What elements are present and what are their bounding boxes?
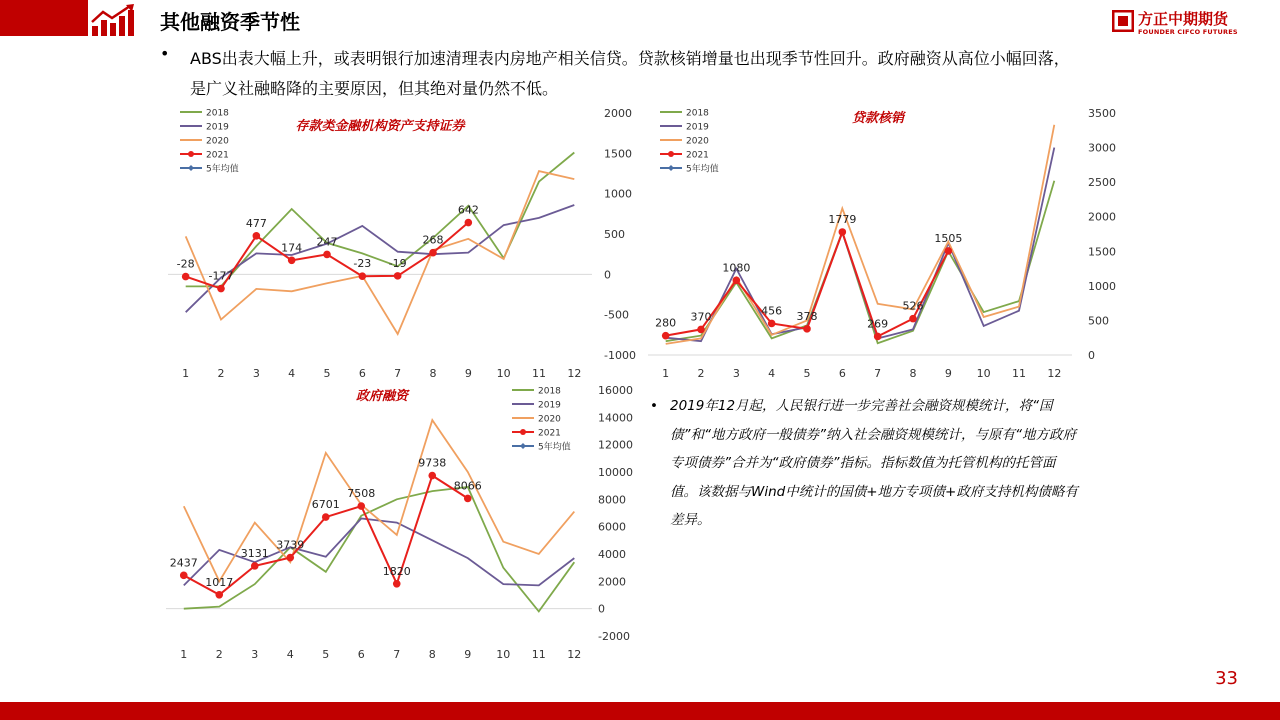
legend-marker [520, 443, 526, 449]
series-line-2019 [666, 148, 1055, 342]
x-tick-label: 6 [838, 367, 846, 380]
data-label: -23 [353, 257, 372, 271]
x-tick-label: 2 [215, 648, 223, 661]
x-tick-label: 8 [909, 367, 917, 380]
legend-label: 5年均值 [538, 442, 571, 453]
x-tick-label: 1 [662, 367, 670, 380]
data-point-2021 [733, 277, 741, 285]
data-point-2021 [182, 273, 190, 281]
note-bullet-dot: • [650, 398, 658, 414]
data-label: 526 [902, 299, 924, 313]
chart-svg-1 [640, 100, 1120, 385]
note-text: 2019年12月起，人民银行进一步完善社会融资规模统计，将“国债”和“地方政府一般债券”纳入社会融资规模统计，与原有“地方政府专项债券”合并为“政府债券”指标。指标数值为托管机构的托管面值。该数据与Wind中统计的国债+地方专项债+政府支持机构债略有差异。 [670, 398, 1078, 528]
x-tick-label: 5 [803, 367, 811, 380]
y-tick-label: 3500 [1088, 107, 1116, 120]
y-tick-label: 1000 [604, 187, 632, 201]
y-tick-label: 12000 [598, 438, 633, 452]
footer-accent-bar [0, 702, 1280, 720]
data-point-2021 [217, 285, 225, 293]
data-point-2021 [803, 325, 811, 333]
data-point-2021 [253, 232, 261, 240]
data-label: 269 [867, 317, 889, 331]
x-tick-label: 7 [394, 367, 402, 380]
brand-name: 方正中期期货 [1138, 10, 1229, 28]
data-label: 280 [655, 316, 677, 330]
chart-title: 政府融资 [355, 389, 409, 404]
data-label: 6701 [311, 498, 340, 512]
y-tick-label: -1000 [604, 349, 636, 362]
y-tick-label: 2000 [604, 107, 632, 120]
data-point-2021 [839, 228, 847, 236]
data-label: 2437 [169, 556, 198, 570]
legend-label: 2020 [538, 414, 561, 425]
legend-marker [668, 165, 674, 171]
y-tick-label: 6000 [598, 520, 626, 534]
data-point-2021 [394, 272, 402, 280]
page-title: 其他融资季节性 [160, 10, 300, 34]
y-tick-label: 0 [1088, 349, 1095, 362]
data-point-2021 [180, 572, 188, 580]
legend-label: 2019 [538, 400, 561, 411]
data-label: 1505 [934, 231, 963, 245]
x-tick-label: 6 [357, 648, 365, 661]
data-label: 3739 [276, 538, 305, 552]
data-point-2021 [359, 272, 367, 280]
data-point-2021 [393, 580, 401, 588]
header-accent-bar [0, 0, 88, 36]
y-tick-label: 16000 [598, 384, 633, 397]
data-point-2021 [323, 251, 331, 259]
y-tick-label: 4000 [598, 548, 626, 561]
chart-title: 贷款核销 [851, 111, 905, 126]
data-point-2021 [874, 333, 882, 341]
data-point-2021 [428, 472, 436, 480]
data-point-2021 [464, 495, 472, 503]
growth-chart-icon [90, 4, 136, 38]
y-tick-label: 0 [604, 268, 611, 282]
y-tick-label: 0 [598, 602, 605, 616]
x-tick-label: 5 [323, 367, 331, 380]
legend-marker [668, 151, 674, 157]
x-tick-label: 7 [393, 648, 401, 661]
series-line-2019 [186, 205, 575, 312]
legend-label: 2019 [686, 122, 709, 133]
data-label: -28 [176, 257, 195, 271]
y-tick-label: -2000 [598, 630, 630, 643]
x-tick-label: 11 [1012, 367, 1026, 380]
data-point-2021 [251, 562, 259, 570]
legend-label: 2018 [538, 386, 561, 397]
data-point-2021 [357, 502, 365, 510]
data-point-2021 [697, 326, 705, 334]
data-label: 1779 [828, 212, 857, 226]
data-label: 378 [796, 309, 818, 323]
legend-label: 2018 [686, 108, 709, 119]
series-line-2018 [186, 150, 575, 287]
legend-label: 2019 [206, 122, 229, 133]
y-tick-label: 500 [1088, 314, 1109, 328]
y-tick-label: 8000 [598, 493, 626, 507]
x-tick-label: 10 [496, 648, 511, 661]
data-label: 1820 [382, 564, 411, 578]
chart-title: 存款类金融机构资产支持证券 [295, 119, 465, 134]
legend-label: 5年均值 [206, 164, 239, 175]
data-label: 174 [281, 241, 303, 255]
legend-marker [188, 165, 194, 171]
brand-logo [1112, 8, 1238, 40]
x-tick-label: 12 [567, 367, 582, 380]
legend-label: 2020 [206, 136, 229, 147]
x-tick-label: 1 [180, 648, 188, 661]
data-point-2021 [215, 591, 223, 599]
x-tick-label: 9 [464, 367, 472, 380]
chart-svg-0 [160, 100, 636, 385]
x-tick-label: 12 [1047, 367, 1062, 380]
data-point-2021 [945, 247, 953, 255]
data-label: 456 [761, 304, 783, 318]
x-tick-label: 8 [428, 648, 436, 661]
x-tick-label: 3 [732, 367, 740, 380]
data-point-2021 [465, 219, 473, 227]
data-point-2021 [909, 315, 917, 323]
y-tick-label: 1000 [1088, 279, 1116, 293]
loan-writeoff-chart [640, 100, 1120, 389]
x-tick-label: 11 [531, 648, 546, 661]
data-label: 642 [457, 203, 479, 217]
y-tick-label: 1500 [604, 147, 632, 161]
data-label: 8066 [453, 479, 482, 493]
data-label: -177 [208, 269, 234, 283]
x-tick-label: 4 [768, 367, 776, 380]
brand-english-name: FOUNDER CIFCO FUTURES [1138, 28, 1238, 36]
y-tick-label: 2500 [1088, 176, 1116, 190]
legend-marker [188, 151, 194, 157]
data-label: -19 [388, 256, 407, 270]
y-tick-label: 2000 [1088, 210, 1116, 224]
y-tick-label: 2000 [598, 575, 626, 589]
y-tick-label: 10000 [598, 466, 633, 479]
data-label: 7508 [347, 487, 376, 501]
y-tick-label: 3000 [1088, 141, 1116, 155]
x-tick-label: 3 [252, 367, 260, 380]
x-tick-label: 10 [496, 367, 511, 380]
page-number: 33 [1215, 668, 1238, 689]
data-point-2021 [662, 332, 670, 340]
data-label: 477 [245, 216, 267, 230]
x-tick-label: 7 [874, 367, 882, 380]
data-point-2021 [286, 554, 294, 562]
chart-svg-2 [160, 380, 640, 670]
bullet-dot: • [160, 44, 170, 63]
legend-label: 5年均值 [686, 164, 719, 175]
legend-label: 2018 [206, 108, 229, 119]
y-tick-label: -500 [604, 308, 629, 322]
x-tick-label: 5 [322, 648, 330, 661]
x-tick-label: 3 [251, 648, 259, 661]
x-tick-label: 4 [286, 648, 294, 661]
x-tick-label: 2 [697, 367, 705, 380]
data-label: 3131 [240, 546, 269, 560]
brand-icon [1112, 10, 1134, 32]
data-label: 1017 [205, 575, 234, 589]
x-tick-label: 4 [288, 367, 296, 380]
data-label: 268 [422, 233, 444, 247]
x-tick-label: 2 [217, 367, 225, 380]
x-tick-label: 6 [358, 367, 366, 380]
y-tick-label: 500 [604, 228, 625, 241]
x-tick-label: 9 [944, 367, 952, 380]
legend-label: 2020 [686, 136, 709, 147]
legend-marker [520, 429, 526, 435]
y-tick-label: 1500 [1088, 245, 1116, 259]
y-tick-label: 14000 [598, 411, 633, 425]
data-point-2021 [322, 513, 330, 521]
summary-text: ABS出表大幅上升，或表明银行加速清理表内房地产相关信贷。贷款核销增量也出现季节性回升。政府融资从高位小幅回落，是广义社融略降的主要原因，但其绝对量仍然不低。 [190, 49, 1070, 98]
data-point-2021 [768, 320, 776, 328]
data-label: 1080 [722, 261, 751, 275]
x-tick-label: 12 [567, 648, 582, 661]
series-line-2020 [666, 122, 1055, 344]
data-label: 370 [690, 310, 712, 324]
legend-label: 2021 [206, 150, 229, 161]
government-financing-chart [160, 380, 640, 674]
x-tick-label: 10 [976, 367, 991, 380]
abs-chart [160, 100, 636, 389]
legend-label: 2021 [538, 428, 561, 439]
x-tick-label: 9 [464, 648, 472, 661]
data-label: 9738 [418, 456, 447, 470]
data-point-2021 [288, 256, 296, 264]
data-label: 247 [316, 235, 338, 249]
x-tick-label: 1 [182, 367, 190, 380]
x-tick-label: 8 [429, 367, 437, 380]
x-tick-label: 11 [532, 367, 546, 380]
data-point-2021 [429, 249, 437, 257]
legend-label: 2021 [686, 150, 709, 161]
